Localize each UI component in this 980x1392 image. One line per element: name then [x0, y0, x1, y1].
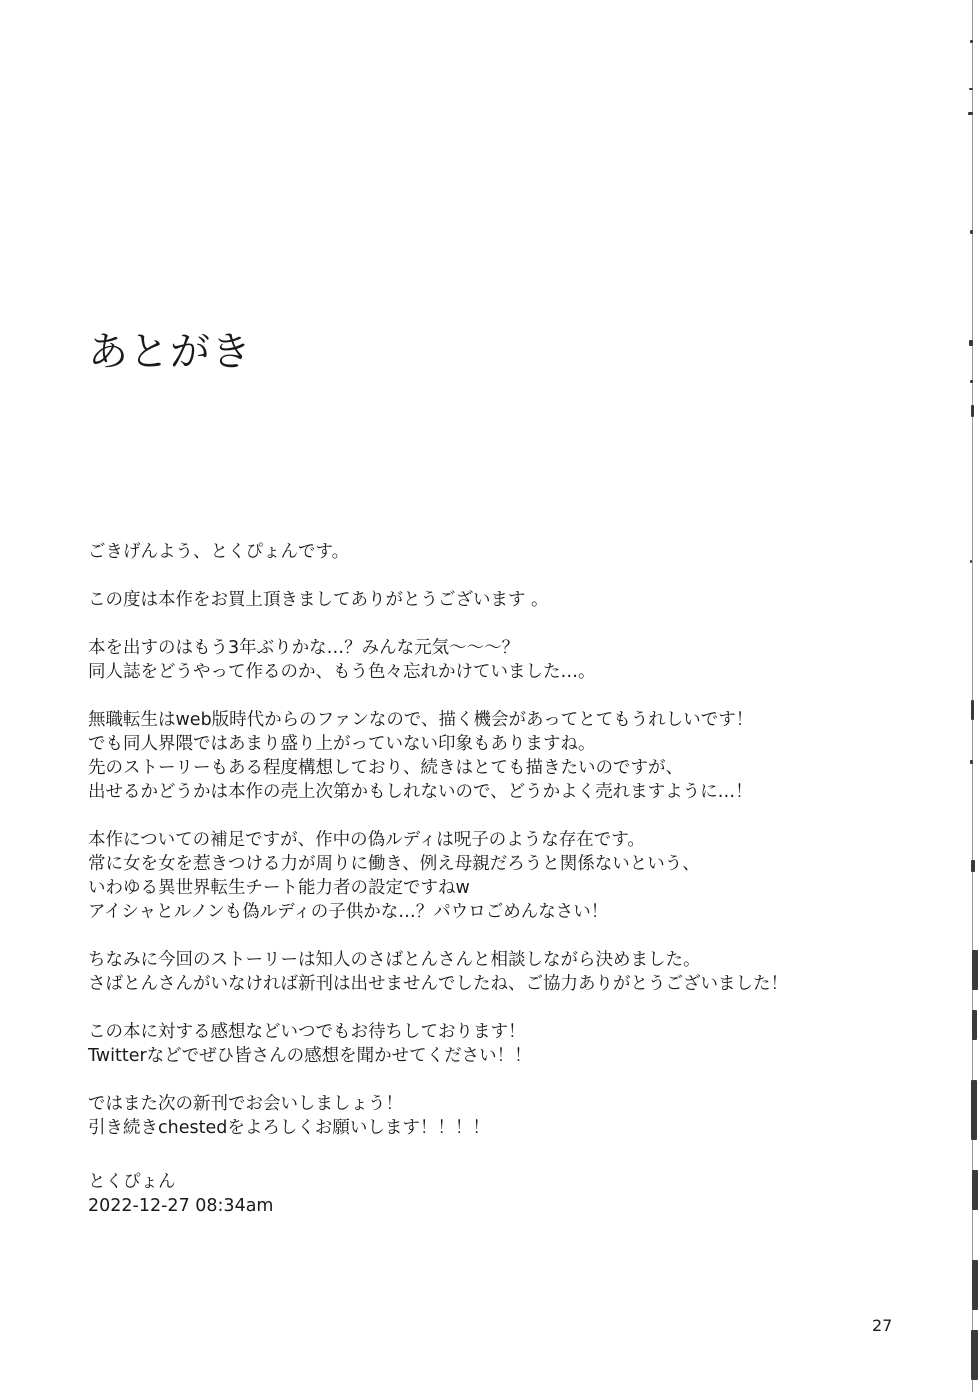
text-line: でも同人界隈ではあまり盛り上がっていない印象もありますね。: [88, 734, 596, 754]
text-line: 引き続きchestedをよろしくお願いします！！！！: [88, 1118, 490, 1138]
text-line: 先のストーリーもある程度構想しており、続きはとても描きたいのですが、: [88, 758, 683, 778]
signature-block: [88, 1170, 273, 1218]
paragraph-return: [88, 636, 888, 684]
text-line: さばとんさんがいなければ新刊は出せませんでしたね、ご協力ありがとうございました！: [88, 974, 788, 994]
text-line: 本作についての補足ですが、作中の偽ルディは呪子のような存在です。: [88, 830, 645, 850]
paragraph-fandom: [88, 708, 888, 804]
signature-timestamp: 2022-12-27 08:34am: [88, 1196, 274, 1216]
text-line: いわゆる異世界転生チート能力者の設定ですねw: [88, 878, 470, 898]
text-line: 同人誌をどうやって作るのか、もう色々忘れかけていました…。: [88, 662, 596, 682]
paragraph-feedback: [88, 1020, 888, 1068]
text-line: 常に女を女を惹きつける力が周りに働き、例え母親だろうと関係ないという、: [88, 854, 700, 874]
text-line: アイシャとルノンも偽ルディの子供かな…？パウロごめんなさい！: [88, 902, 609, 922]
afterword-body: [88, 540, 888, 1164]
page-number: 27: [872, 1316, 893, 1335]
paragraph-greeting: [88, 540, 888, 564]
author-name: とくぴょん: [88, 1172, 176, 1192]
text-line: 無職転生はweb版時代からのファンなので、描く機会があってとてもうれしいです！: [88, 710, 754, 730]
paragraph-notes: [88, 828, 888, 924]
text-line: この度は本作をお買上頂きましてありがとうございます 。: [88, 590, 549, 610]
text-line: この本に対する感想などいつでもお待ちしております！: [88, 1022, 526, 1042]
paragraph-thanks: [88, 588, 888, 612]
text-line: 本を出すのはもう3年ぶりかな…？みんな元気～～～？: [88, 638, 520, 658]
text-line: ごきげんよう、とくぴょんです。: [88, 542, 350, 562]
text-line: ではまた次の新刊でお会いしましょう！: [88, 1094, 403, 1114]
text-line: Twitterなどでぜひ皆さんの感想を聞かせてください！！: [88, 1046, 532, 1066]
paragraph-closing: [88, 1092, 888, 1140]
text-line: 出せるかどうかは本作の売上次第かもしれないので、どうかよく売れますように…！: [88, 782, 753, 802]
scan-edge-artifact: [966, 0, 980, 1392]
paragraph-collaboration: [88, 948, 888, 996]
page-title: あとがき: [88, 329, 252, 375]
text-line: ちなみに今回のストーリーは知人のさばとんさんと相談しながら決めました。: [88, 950, 701, 970]
